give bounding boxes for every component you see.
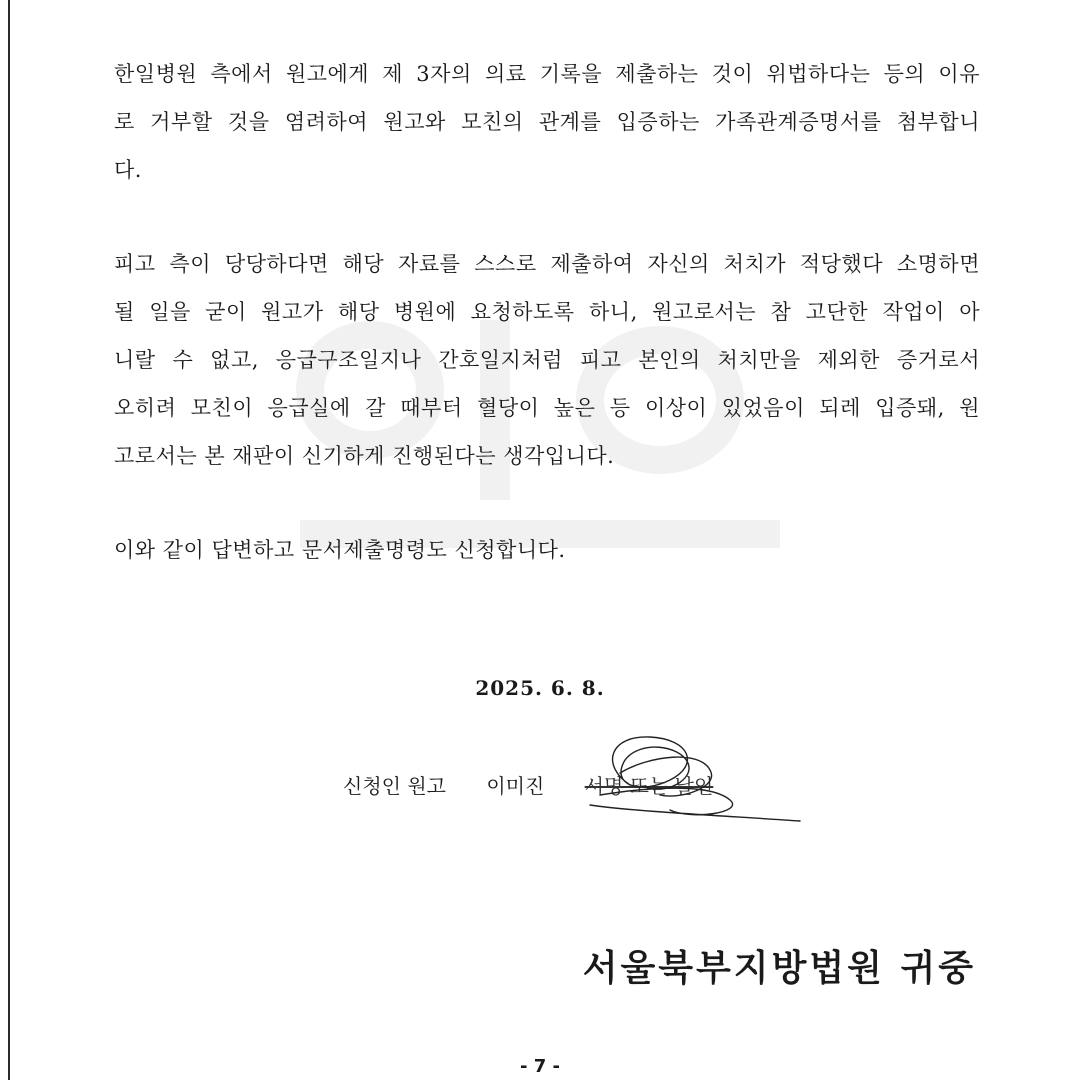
paragraph-1-line-2: 로 거부할 것을 염려하여 원고와 모친의 관계를 입증하는 가족관계증명서를 첨부합니 [114,110,980,134]
court-addressee: 서울북부지방법원 귀중 [582,948,976,989]
document-date: 2025. 6. 8. [475,676,605,700]
paragraph-2-line-2: 될 일을 굳이 원고가 해당 병원에 요청하도록 하니, 원고로서는 참 고단한 작업이 아 [114,300,980,324]
applicant-name: 이미진 [486,774,545,798]
page-left-border [8,0,10,1080]
paragraph-3-line-1: 이와 같이 답변하고 문서제출명령도 신청합니다. [114,538,566,562]
paragraph-2-line-1: 피고 측이 당당하다면 해당 자료를 스스로 제출하여 자신의 처치가 적당했다 소명하면 [114,252,980,276]
paragraph-2-line-3: 니랄 수 없고, 응급구조일지나 간호일지처럼 피고 본인의 처치만을 제외한 증거로서 [114,348,980,372]
applicant-label: 신청인 원고 [343,774,446,798]
paragraph-2-line-5: 고로서는 본 재판이 신기하게 진행된다는 생각입니다. [114,444,615,468]
paragraph-1-line-1: 한일병원 측에서 원고에게 제 3자의 의료 기록을 제출하는 것이 위법하다는 등의 이유 [114,62,980,86]
paragraph-1-line-3: 다. [114,158,142,182]
seal-placeholder: 서명 또는 날인 [584,774,714,798]
paragraph-2-line-4: 오히려 모친이 응급실에 갈 때부터 혈당이 높은 등 이상이 있었음이 되레 입증돼, 원 [114,396,980,420]
handwritten-signature [570,725,810,830]
page-number: - 7 - [520,1056,560,1077]
